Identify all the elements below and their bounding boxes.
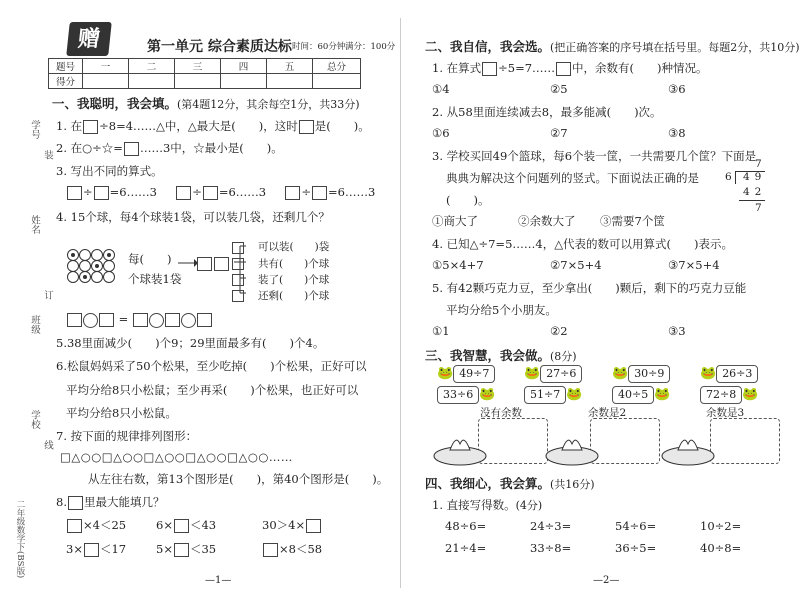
- time-info: 时间：60分钟: [292, 42, 346, 52]
- s1-q8-r2c1: 3× ＜17: [66, 542, 127, 556]
- answer-box[interactable]: [124, 142, 139, 156]
- answer-box[interactable]: [299, 120, 314, 134]
- s1-q6-line3: 平均分给8只小松鼠。: [66, 406, 177, 420]
- s4-sub: 1. 直接写得数。(4分): [432, 498, 543, 512]
- s2-q4: 4. 已知△÷7=5……4，△代表的数可以用算式( )表示。: [432, 237, 734, 251]
- answer-box[interactable]: [214, 257, 229, 271]
- answer-box[interactable]: [285, 186, 300, 200]
- calc-item: 24÷3=: [530, 519, 572, 533]
- s1-q7-line2: 从左往右数，第13个图形是( )，第40个图形是( )。: [88, 472, 389, 486]
- s2-q3-line3: ( )。: [446, 193, 490, 207]
- answer-box[interactable]: [232, 274, 244, 286]
- pond-label: 没有余数: [480, 407, 522, 419]
- s1-q5: 5.38里面减少( )个9；29里面最多有( )个4。: [56, 336, 325, 350]
- answer-box[interactable]: [94, 186, 109, 200]
- s2-q4-o2[interactable]: ②7×5+4: [550, 258, 602, 272]
- frog-card[interactable]: 🐸 49÷7: [437, 365, 495, 383]
- s1-q1: 1. 在 ÷8=4……△中，△最大是( )，这时 是( )。: [56, 119, 370, 133]
- score-cell[interactable]: [221, 74, 267, 89]
- long-division: 7 6 49 42 7: [725, 158, 767, 214]
- s2-q3-o2[interactable]: ②余数大了: [518, 214, 576, 228]
- calc-item: 10÷2=: [700, 519, 742, 533]
- sidebar-label-school: 学校: [29, 410, 40, 429]
- pond-answer-box[interactable]: [710, 418, 780, 464]
- s2-q4-o3[interactable]: ③7×5+4: [668, 258, 720, 272]
- calc-item: 36÷5=: [615, 541, 657, 555]
- s2-q3-o3[interactable]: ③需要7个筐: [600, 214, 665, 228]
- calc-item: 54÷6=: [615, 519, 657, 533]
- s2-q5-o3[interactable]: ③3: [668, 324, 686, 338]
- s1-q4-boxes: [196, 256, 230, 271]
- score-cell[interactable]: [313, 74, 361, 89]
- frog-card[interactable]: 🐸 27÷6: [524, 365, 582, 383]
- s1-q4-b2: 共有( )个球: [258, 258, 330, 270]
- page-number-left: —1—: [205, 575, 232, 586]
- book-label: 二年级数学下(BS版): [15, 500, 25, 579]
- answer-box[interactable]: [203, 186, 218, 200]
- frog-card[interactable]: 33÷6 🐸: [437, 386, 495, 404]
- s1-q7: 7. 按下面的规律排列图形：: [56, 429, 198, 443]
- calc-item: 33÷8=: [530, 541, 572, 555]
- answer-box[interactable]: [197, 257, 212, 271]
- score-info: 满分：100分: [345, 42, 396, 52]
- pond-answer-box[interactable]: [590, 418, 660, 464]
- s2-q2-o3[interactable]: ③8: [668, 126, 686, 140]
- calc-item: 21÷4=: [445, 541, 487, 555]
- s2-q1: 1. 在算式 ÷5=7…… 中，余数有( )种情况。: [432, 61, 708, 75]
- section3-heading: 三、我智慧，我会做。(8分): [425, 348, 577, 363]
- calc-item: 40÷8=: [700, 541, 742, 555]
- frog-card[interactable]: 72÷8 🐸: [700, 386, 758, 404]
- score-col: 五: [267, 59, 313, 74]
- lily-pad-icon: [544, 430, 600, 466]
- s2-q2-o1[interactable]: ①6: [432, 126, 450, 140]
- s2-q5-o2[interactable]: ②2: [550, 324, 568, 338]
- score-cell[interactable]: [267, 74, 313, 89]
- s1-q8-r2c2: 5× ＜35: [156, 542, 217, 556]
- s1-q6-line1: 6.松鼠妈妈采了50个松果，至少吃掉( )个松果，正好可以: [56, 359, 367, 373]
- sidebar-label-class: 班级: [29, 315, 40, 334]
- s2-q2: 2. 从58里面连续减去8，最多能减( )次。: [432, 105, 662, 119]
- s1-q6-line2: 平均分给8只小松鼠；至少再采( )个松果，也正好可以: [66, 383, 359, 397]
- section2-heading: 二、我自信，我会选。(把正确答案的序号填在括号里。每题2分，共10分): [425, 39, 800, 54]
- s2-q5-o1[interactable]: ①1: [432, 324, 450, 338]
- s1-q4-equation: =: [66, 312, 213, 328]
- balls-illustration: [66, 248, 118, 284]
- s1-q7-pattern: □△○○□△○○□△○○□△○○□△○○……: [60, 450, 293, 464]
- answer-box[interactable]: [232, 258, 244, 270]
- pond-answer-box[interactable]: [478, 418, 548, 464]
- page-number-right: —2—: [593, 575, 620, 586]
- lily-pad-icon: [432, 430, 488, 466]
- s1-q3-expressions: ÷ =6……3 ÷ =6……3 ÷ =6……3: [66, 185, 375, 200]
- s1-q8-r1c3: 30＞4×: [262, 517, 322, 533]
- s1-q8: 8. 里最大能填几？: [56, 495, 165, 509]
- arrow-icon: [178, 258, 198, 268]
- score-col: 四: [221, 59, 267, 74]
- answer-box[interactable]: [232, 290, 244, 302]
- s2-q1-o3[interactable]: ③6: [668, 82, 686, 96]
- s1-q4-b1: 可以装( )袋: [258, 241, 330, 253]
- frog-card[interactable]: 🐸 30÷9: [612, 365, 670, 383]
- page-title: 第一单元 综合素质达标: [147, 39, 292, 55]
- s2-q2-o2[interactable]: ②7: [550, 126, 568, 140]
- score-col: 总分: [313, 59, 361, 74]
- s1-q3: 3. 写出不同的算式。: [56, 164, 163, 178]
- lily-pad-icon: [660, 430, 716, 466]
- cut-mark: 装: [42, 150, 53, 160]
- frog-card[interactable]: 40÷5 🐸: [612, 386, 670, 404]
- answer-box[interactable]: [312, 186, 327, 200]
- s1-q2: 2. 在○÷☆= ……3中，☆最小是( )。: [56, 141, 283, 155]
- s1-q8-r1c1: ×4＜25: [66, 517, 126, 533]
- score-cell[interactable]: [175, 74, 221, 89]
- cut-mark: 订: [42, 290, 53, 300]
- answer-box[interactable]: [176, 186, 191, 200]
- calc-item: 48÷6=: [445, 519, 487, 533]
- s2-q1-o1[interactable]: ①4: [432, 82, 450, 96]
- answer-box[interactable]: [67, 186, 82, 200]
- answer-box[interactable]: [68, 496, 83, 510]
- score-cell[interactable]: [83, 74, 129, 89]
- sidebar-label-student-no: 学号: [29, 120, 40, 139]
- s1-q4-group: 个球装1袋: [128, 272, 182, 286]
- section1-heading: 一、我聪明，我会填。(第4题12分，其余每空1分，共33分): [52, 96, 360, 111]
- s1-q4-b3: 装了( )个球: [258, 274, 330, 286]
- pond-label: 余数是3: [706, 407, 745, 419]
- answer-box[interactable]: [232, 242, 244, 254]
- pond-label: 余数是2: [588, 407, 627, 419]
- s1-q8-r1c2: 6× ＜43: [156, 518, 217, 532]
- frog-card[interactable]: 51÷7 🐸: [524, 386, 582, 404]
- s2-q5-line1: 5. 有42颗巧克力豆，至少拿出( )颗后，剩下的巧克力豆能: [432, 281, 747, 295]
- s1-q4-per: 每( ): [128, 252, 172, 266]
- s2-q3-o1[interactable]: ①商大了: [432, 214, 478, 228]
- gift-badge: 赠: [66, 22, 112, 56]
- score-col: 一: [83, 59, 129, 74]
- s1-q4-b4: 还剩( )个球: [258, 290, 330, 302]
- score-col: 三: [175, 59, 221, 74]
- s1-q4: 4. 15个球，每4个球装1袋，可以装几袋，还剩几个？: [56, 210, 330, 224]
- cut-mark: 线: [42, 440, 53, 450]
- sidebar-label-name: 姓名: [29, 215, 40, 234]
- s2-q5-line2: 平均分给5个小朋友。: [446, 303, 557, 317]
- s2-q3-line2: 典典为解决这个问题列的竖式。下面说法正确的是: [446, 171, 699, 185]
- score-header-label: 题号: [49, 59, 83, 74]
- frog-card[interactable]: 🐸 26÷3: [700, 365, 758, 383]
- section4-heading: 四、我细心，我会算。(共16分): [425, 476, 595, 491]
- s2-q1-o2[interactable]: ②5: [550, 82, 568, 96]
- score-cell[interactable]: [129, 74, 175, 89]
- score-table: [48, 58, 361, 89]
- s1-q8-r2c3: ×8＜58: [262, 541, 322, 557]
- s2-q3-line1: 3. 学校买回49个篮球，每6个装一筐，一共需要几个筐？下面是: [432, 149, 757, 163]
- score-row-label: 得分: [49, 74, 83, 89]
- page-divider: [400, 18, 401, 588]
- s2-q4-o1[interactable]: ①5×4+7: [432, 258, 484, 272]
- score-col: 二: [129, 59, 175, 74]
- answer-box[interactable]: [83, 120, 98, 134]
